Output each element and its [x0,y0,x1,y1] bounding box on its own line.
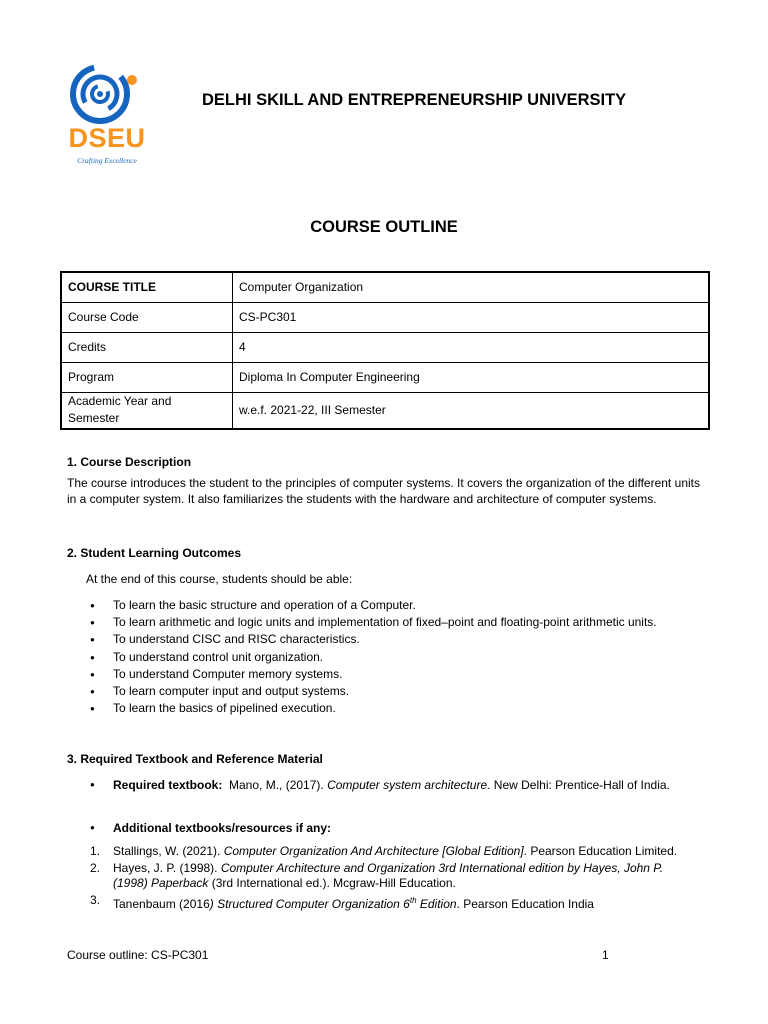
program-value: Diploma In Computer Engineering [233,362,710,392]
course-description: The course introduces the student to the principles of computer systems. It covers the organization of the different units in a computer system. It also familiarizes the students with the hardware and architecture of computer systems. [67,476,700,506]
list-item: ● To understand control unit organization. [90,649,657,666]
logo-tagline: Crafting Excellence [77,156,137,165]
course-code-value: CS-PC301 [233,302,710,332]
section-heading: 1. Course Description [67,455,192,469]
ref-number: 2. [90,861,101,875]
list-item: ● To learn computer input and output systems. [90,683,657,700]
ref-number: 3. [90,893,101,907]
academic-year-label: Academic Year and Semester [61,392,233,429]
list-item [90,844,700,859]
required-title: Computer system architecture [327,778,488,792]
ref-title: Computer Architecture and Organization 3rd International edition by Hayes, John P. (1998) Paperback [113,861,664,890]
required-label: Required textbook: [113,778,223,792]
outcomes-list [90,597,657,717]
credits-value: 4 [233,332,710,362]
list-item: ● To learn the basics of pipelined execution. [90,700,657,717]
ref-title: ) Structured Computer Organization 6 [209,897,410,911]
table-row [61,302,709,332]
table-row [61,332,709,362]
course-info-table [60,271,710,430]
ref-title: Computer Organization And Architecture [Global Edition] [223,844,524,858]
logo-wordmark: DSEU [68,123,146,153]
section-heading: 3. Required Textbook and Reference Material [67,752,323,766]
course-title-value: Computer Organization [233,272,710,302]
list-item: ● To understand CISC and RISC characteristics. [90,631,657,648]
list-item [90,861,700,891]
credits-label: Credits [61,332,233,362]
table-row [61,392,709,429]
ref-superscript: th [409,896,417,905]
required-pre: Mano, M., (2017). [229,778,328,792]
dseu-emblem-icon [66,62,148,124]
course-title-label: COURSE TITLE [61,272,233,302]
required-post: . New Delhi: Prentice-Hall of India. [487,778,670,792]
list-item: ● To understand Computer memory systems. [90,666,657,683]
footer-label: Course outline: CS-PC301 [67,948,209,962]
page-title: COURSE OUTLINE [310,218,458,236]
list-item: ● To learn the basic structure and operation of a Computer. [90,597,657,614]
table-row [61,272,709,302]
bullet-icon: ● [90,780,95,789]
ref-author: Stallings, W. (2021). [113,844,224,858]
reference-list [90,844,700,914]
ref-publisher: . Pearson Education Limited. [523,844,678,858]
ref-publisher: . Pearson Education India [456,897,594,911]
page-number: 1 [602,948,609,962]
list-item: ● To learn arithmetic and logic units and implementation of fixed–point and floating-point arithmetic units. [90,614,657,631]
section-heading: 2. Student Learning Outcomes [67,546,242,560]
course-code-label: Course Code [61,302,233,332]
academic-year-value: w.e.f. 2021-22, III Semester [233,392,710,429]
university-name: DELHI SKILL AND ENTREPRENEURSHIP UNIVERSITY [202,91,627,109]
program-label: Program [61,362,233,392]
ref-publisher: (3rd International ed.). Mcgraw-Hill Education. [208,876,456,890]
outcomes-intro: At the end of this course, students should be able: [86,572,353,586]
ref-number: 1. [90,844,101,858]
bullet-icon: ● [90,823,95,832]
ref-author: Tanenbaum (2016 [113,897,210,911]
ref-author: Hayes, J. P. (1998). [113,861,221,875]
ref-title-suffix: Edition [416,897,457,911]
dseu-logo [66,62,148,168]
list-item [90,893,700,912]
table-row [61,362,709,392]
additional-label: Additional textbooks/resources if any: [113,821,332,835]
